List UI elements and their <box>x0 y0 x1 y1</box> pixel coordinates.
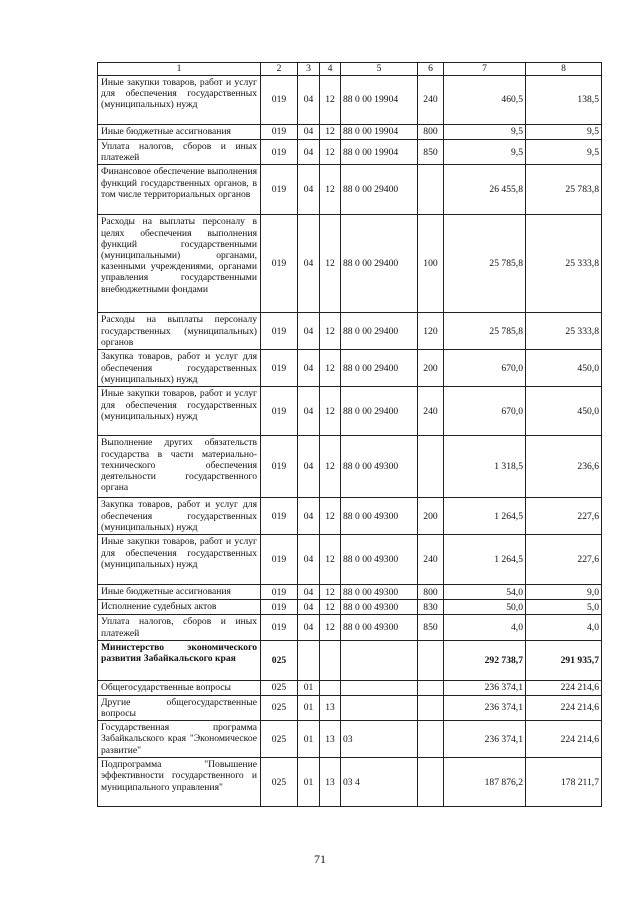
expense-type-cell <box>418 695 444 720</box>
table-row <box>98 600 602 615</box>
amount-year1-cell: 26 455,8 <box>444 165 526 215</box>
header-cell: 1 <box>98 63 261 76</box>
expense-type-cell: 850 <box>418 615 444 640</box>
table-row <box>98 640 602 680</box>
subsection-code-cell: 12 <box>320 350 341 387</box>
row-name-cell: Расходы на выплаты персоналу в целях обеспечения выполнения функций государственными (муниципальными) органами, казенными учреждениями, органами управления государственными внебюджетными фондами <box>98 215 261 313</box>
row-name-cell: Уплата налогов, сборов и иных платежей <box>98 140 261 165</box>
section-code-cell: 04 <box>298 498 320 535</box>
amount-year1-cell: 1 264,5 <box>444 535 526 585</box>
table-body <box>98 76 602 807</box>
header-cell: 5 <box>341 63 418 76</box>
section-code-cell: 04 <box>298 125 320 140</box>
table-row <box>98 125 602 140</box>
ministry-code-cell: 019 <box>261 436 298 498</box>
amount-year2-cell: 25 333,8 <box>526 215 602 313</box>
header-cell: 6 <box>418 63 444 76</box>
table-row <box>98 695 602 720</box>
ministry-code-cell: 019 <box>261 125 298 140</box>
ministry-code-cell: 019 <box>261 76 298 125</box>
subsection-code-cell <box>320 680 341 695</box>
header-cell: 2 <box>261 63 298 76</box>
expense-type-cell: 240 <box>418 76 444 125</box>
section-code-cell: 01 <box>298 758 320 807</box>
amount-year1-cell: 187 876,2 <box>444 758 526 807</box>
amount-year1-cell: 25 785,8 <box>444 313 526 350</box>
table-row <box>98 721 602 758</box>
amount-year2-cell: 25 783,8 <box>526 165 602 215</box>
subsection-code-cell: 12 <box>320 600 341 615</box>
target-article-cell: 88 0 00 49300 <box>341 585 418 600</box>
amount-year1-cell: 236 374,1 <box>444 721 526 758</box>
section-code-cell: 01 <box>298 680 320 695</box>
table-row <box>98 436 602 498</box>
expense-type-cell: 200 <box>418 350 444 387</box>
row-name-cell: Общегосударственные вопросы <box>98 680 261 695</box>
table-row <box>98 680 602 695</box>
amount-year2-cell: 450,0 <box>526 387 602 436</box>
subsection-code-cell: 13 <box>320 695 341 720</box>
expense-type-cell <box>418 721 444 758</box>
table-row <box>98 498 602 535</box>
target-article-cell: 88 0 00 29400 <box>341 313 418 350</box>
target-article-cell: 88 0 00 49300 <box>341 615 418 640</box>
row-name-cell: Исполнение судебных актов <box>98 600 261 615</box>
ministry-code-cell: 019 <box>261 215 298 313</box>
subsection-code-cell: 12 <box>320 498 341 535</box>
amount-year2-cell: 9,5 <box>526 125 602 140</box>
table-row <box>98 758 602 807</box>
subsection-code-cell: 12 <box>320 436 341 498</box>
section-code-cell: 04 <box>298 313 320 350</box>
row-name-cell: Иные закупки товаров, работ и услуг для обеспечения государственных (муниципальных) нужд <box>98 387 261 436</box>
amount-year2-cell: 178 211,7 <box>526 758 602 807</box>
amount-year2-cell: 4,0 <box>526 615 602 640</box>
row-name-cell: Иные закупки товаров, работ и услуг для обеспечения государственных (муниципальных) нужд <box>98 76 261 125</box>
row-name-cell: Иные бюджетные ассигнования <box>98 585 261 600</box>
amount-year2-cell: 227,6 <box>526 535 602 585</box>
ministry-code-cell: 019 <box>261 140 298 165</box>
subsection-code-cell: 12 <box>320 76 341 125</box>
table-row <box>98 387 602 436</box>
section-code-cell: 04 <box>298 387 320 436</box>
subsection-code-cell: 12 <box>320 165 341 215</box>
amount-year2-cell: 138,5 <box>526 76 602 125</box>
row-name-cell: Уплата налогов, сборов и иных платежей <box>98 615 261 640</box>
section-code-cell: 04 <box>298 436 320 498</box>
amount-year2-cell: 9,0 <box>526 585 602 600</box>
target-article-cell <box>341 640 418 680</box>
row-name-cell: Закупка товаров, работ и услуг для обеспечения государственных (муниципальных) нужд <box>98 350 261 387</box>
ministry-code-cell: 019 <box>261 387 298 436</box>
subsection-code-cell: 12 <box>320 615 341 640</box>
ministry-code-cell: 025 <box>261 695 298 720</box>
table-row <box>98 313 602 350</box>
table-row <box>98 165 602 215</box>
amount-year1-cell: 670,0 <box>444 387 526 436</box>
amount-year2-cell: 291 935,7 <box>526 640 602 680</box>
section-code-cell: 04 <box>298 535 320 585</box>
row-name-cell: Подпрограмма "Повышение эффективности государственного и муниципального управления" <box>98 758 261 807</box>
expense-type-cell <box>418 758 444 807</box>
table-row <box>98 350 602 387</box>
target-article-cell: 88 0 00 49300 <box>341 436 418 498</box>
target-article-cell <box>341 680 418 695</box>
amount-year2-cell: 5,0 <box>526 600 602 615</box>
amount-year1-cell: 460,5 <box>444 76 526 125</box>
row-name-cell: Министерство экономического развития Забайкальского края <box>98 640 261 680</box>
section-code-cell: 04 <box>298 140 320 165</box>
section-code-cell: 04 <box>298 615 320 640</box>
section-code-cell: 01 <box>298 695 320 720</box>
table-row <box>98 76 602 125</box>
expense-type-cell: 830 <box>418 600 444 615</box>
amount-year1-cell: 4,0 <box>444 615 526 640</box>
ministry-code-cell: 019 <box>261 615 298 640</box>
section-code-cell: 04 <box>298 350 320 387</box>
table-row <box>98 140 602 165</box>
section-code-cell: 04 <box>298 600 320 615</box>
amount-year1-cell: 25 785,8 <box>444 215 526 313</box>
ministry-code-cell: 019 <box>261 535 298 585</box>
subsection-code-cell: 13 <box>320 758 341 807</box>
subsection-code-cell: 12 <box>320 535 341 585</box>
subsection-code-cell: 12 <box>320 140 341 165</box>
ministry-code-cell: 019 <box>261 498 298 535</box>
expense-type-cell <box>418 436 444 498</box>
amount-year1-cell: 292 738,7 <box>444 640 526 680</box>
amount-year2-cell: 236,6 <box>526 436 602 498</box>
subsection-code-cell: 13 <box>320 721 341 758</box>
expense-type-cell: 240 <box>418 387 444 436</box>
ministry-code-cell: 019 <box>261 350 298 387</box>
expense-type-cell: 100 <box>418 215 444 313</box>
expense-type-cell: 240 <box>418 535 444 585</box>
section-code-cell: 04 <box>298 76 320 125</box>
amount-year2-cell: 9,5 <box>526 140 602 165</box>
row-name-cell: Выполнение других обязательств государства в части материально-технического обеспечения деятельности государственного органа <box>98 436 261 498</box>
row-name-cell: Иные бюджетные ассигнования <box>98 125 261 140</box>
page-number: 71 <box>314 852 326 866</box>
target-article-cell: 88 0 00 29400 <box>341 387 418 436</box>
expense-type-cell: 800 <box>418 125 444 140</box>
row-name-cell: Расходы на выплаты персоналу государственных (муниципальных) органов <box>98 313 261 350</box>
ministry-code-cell: 019 <box>261 600 298 615</box>
ministry-code-cell: 025 <box>261 680 298 695</box>
section-code-cell <box>298 640 320 680</box>
expense-type-cell <box>418 680 444 695</box>
row-name-cell: Другие общегосударственные вопросы <box>98 695 261 720</box>
target-article-cell: 88 0 00 49300 <box>341 498 418 535</box>
expense-type-cell <box>418 640 444 680</box>
header-cell: 4 <box>320 63 341 76</box>
target-article-cell: 88 0 00 19904 <box>341 76 418 125</box>
ministry-code-cell: 025 <box>261 640 298 680</box>
target-article-cell: 88 0 00 29400 <box>341 165 418 215</box>
subsection-code-cell <box>320 640 341 680</box>
ministry-code-cell: 019 <box>261 585 298 600</box>
amount-year1-cell: 1 318,5 <box>444 436 526 498</box>
ministry-code-cell: 019 <box>261 165 298 215</box>
table-row <box>98 615 602 640</box>
expense-type-cell: 200 <box>418 498 444 535</box>
row-name-cell: Государственная программа Забайкальского края "Экономическое развитие" <box>98 721 261 758</box>
amount-year1-cell: 9,5 <box>444 140 526 165</box>
table-row <box>98 585 602 600</box>
amount-year1-cell: 50,0 <box>444 600 526 615</box>
row-name-cell: Закупка товаров, работ и услуг для обеспечения государственных (муниципальных) нужд <box>98 498 261 535</box>
target-article-cell: 88 0 00 19904 <box>341 125 418 140</box>
header-cell: 7 <box>444 63 526 76</box>
target-article-cell: 03 4 <box>341 758 418 807</box>
section-code-cell: 01 <box>298 721 320 758</box>
amount-year2-cell: 224 214,6 <box>526 721 602 758</box>
amount-year2-cell: 450,0 <box>526 350 602 387</box>
header-cell: 3 <box>298 63 320 76</box>
subsection-code-cell: 12 <box>320 387 341 436</box>
section-code-cell: 04 <box>298 585 320 600</box>
budget-table <box>97 62 602 807</box>
expense-type-cell <box>418 165 444 215</box>
section-code-cell: 04 <box>298 215 320 313</box>
expense-type-cell: 800 <box>418 585 444 600</box>
target-article-cell: 03 <box>341 721 418 758</box>
target-article-cell <box>341 695 418 720</box>
expense-type-cell: 120 <box>418 313 444 350</box>
table-row <box>98 535 602 585</box>
amount-year1-cell: 54,0 <box>444 585 526 600</box>
amount-year1-cell: 236 374,1 <box>444 680 526 695</box>
ministry-code-cell: 019 <box>261 313 298 350</box>
table-row <box>98 215 602 313</box>
target-article-cell: 88 0 00 29400 <box>341 215 418 313</box>
ministry-code-cell: 025 <box>261 758 298 807</box>
amount-year1-cell: 670,0 <box>444 350 526 387</box>
subsection-code-cell: 12 <box>320 125 341 140</box>
row-name-cell: Финансовое обеспечение выполнения функций государственных органов, в том числе территориальных органов <box>98 165 261 215</box>
subsection-code-cell: 12 <box>320 313 341 350</box>
amount-year2-cell: 224 214,6 <box>526 695 602 720</box>
amount-year1-cell: 9,5 <box>444 125 526 140</box>
amount-year2-cell: 224 214,6 <box>526 680 602 695</box>
amount-year2-cell: 25 333,8 <box>526 313 602 350</box>
expense-type-cell: 850 <box>418 140 444 165</box>
target-article-cell: 88 0 00 49300 <box>341 600 418 615</box>
ministry-code-cell: 025 <box>261 721 298 758</box>
section-code-cell: 04 <box>298 165 320 215</box>
header-row <box>98 63 602 76</box>
amount-year1-cell: 236 374,1 <box>444 695 526 720</box>
subsection-code-cell: 12 <box>320 585 341 600</box>
subsection-code-cell: 12 <box>320 215 341 313</box>
target-article-cell: 88 0 00 49300 <box>341 535 418 585</box>
header-cell: 8 <box>526 63 602 76</box>
target-article-cell: 88 0 00 29400 <box>341 350 418 387</box>
target-article-cell: 88 0 00 19904 <box>341 140 418 165</box>
amount-year1-cell: 1 264,5 <box>444 498 526 535</box>
row-name-cell: Иные закупки товаров, работ и услуг для обеспечения государственных (муниципальных) нужд <box>98 535 261 585</box>
amount-year2-cell: 227,6 <box>526 498 602 535</box>
